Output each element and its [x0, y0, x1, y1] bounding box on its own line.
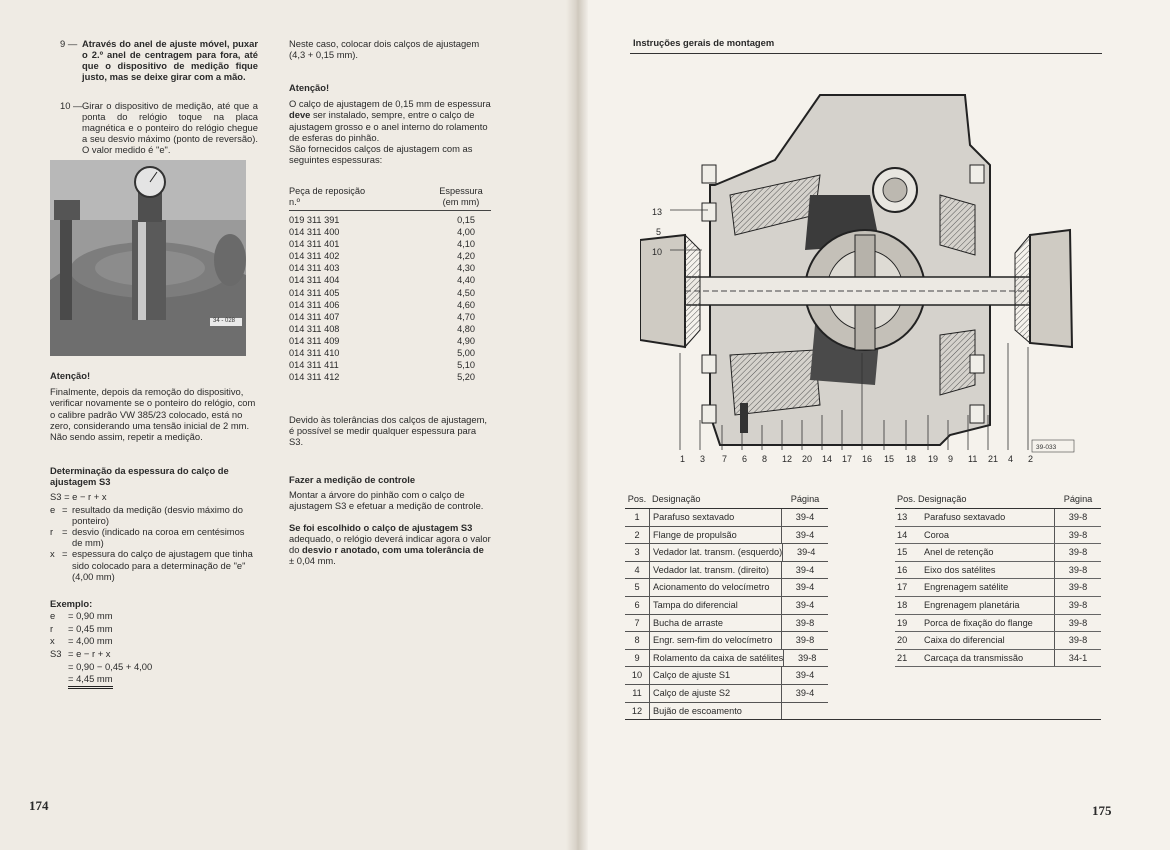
equals-sign: = [62, 526, 68, 538]
legend-designacao: Porca de fixação do flange [924, 617, 1033, 628]
definition-value: resultado da medição (desvio máximo do ponteiro) [72, 503, 243, 526]
legend-pos: 18 [897, 599, 908, 610]
controle-text: Montar a árvore do pinhão com o calço de ajustagem S3 e efetuar a medição de controle. [289, 489, 484, 512]
legend-pagina: 39-4 [781, 509, 828, 526]
part-number: 014 311 407 [289, 311, 340, 322]
part-number: 014 311 401 [289, 239, 340, 250]
definition-value: espessura do calço de ajustagem que tinha sido colocado para a determinação de "e" (4,00 mm) [72, 548, 253, 582]
legend-pos: 8 [625, 632, 650, 649]
parts-table-body [289, 214, 491, 383]
atencao-1-text: Finalmente, depois da remoção do dispositivo, verificar novamente se o ponteiro do relógio, com o calibre padrão VW 385/23 colocado, está no zero, considerando uma tensão inicial de 2 mm. Não sendo assim, repetir a medição. [50, 386, 256, 443]
part-thickness: 4,50 [457, 287, 475, 298]
exemplo-line [50, 661, 256, 674]
exemplo-key: e [50, 610, 56, 622]
equals-sign: = [62, 548, 68, 560]
legend-designacao: Bujão de escoamento [653, 705, 742, 716]
legend-pos: 5 [625, 579, 650, 596]
controle-final-bold: desvio r anotado, com uma tolerância de [302, 544, 484, 556]
controle-final-part: ± 0,04 mm. [289, 555, 336, 567]
legend-designacao: Tampa do diferencial [653, 599, 738, 610]
diagram-position-label: 11 [968, 454, 978, 464]
exemplo-line [50, 623, 256, 636]
step-10-text: Girar o dispositivo de medição, até que a ponta do relógio toque na placa magnética e o ponteiro do relógio chegue a seu desvio máximo (ponto de reversão). O valor medido é "e". [82, 100, 258, 155]
part-thickness: 4,70 [457, 311, 475, 322]
part-number: 014 311 410 [289, 348, 340, 359]
legend-pagina: 39-8 [1054, 562, 1101, 579]
legend-pos: 20 [897, 635, 908, 646]
diagram-reference: 39-033 [1036, 444, 1057, 451]
legend-pos: 14 [897, 529, 908, 540]
diagram-position-label: 4 [1008, 454, 1014, 464]
exemplo-value: = 0,45 mm [68, 622, 113, 634]
legend-row [895, 597, 1101, 615]
part-number: 014 311 400 [289, 227, 340, 238]
part-thickness: 5,00 [457, 348, 475, 359]
header-pos: Pos. [627, 494, 647, 504]
part-number: 014 311 406 [289, 299, 340, 310]
controle-final-part: adequado, o relógio deverá indicar agora o valor do [289, 532, 491, 556]
legend-pagina [781, 703, 828, 720]
determinacao-title: Determinação da espessura do calço de ajustagem S3 [50, 465, 229, 488]
diagram-label-10: 10 [652, 247, 663, 257]
part-thickness: 5,10 [457, 360, 475, 371]
legend-designacao: Carcaça da transmissão [924, 652, 1024, 663]
parts-table-row [289, 371, 491, 383]
part-number: 014 311 411 [289, 360, 339, 371]
exemplo-line [50, 610, 256, 623]
legend-designacao: Anel de retenção [924, 547, 994, 558]
exemplo-value: = 0,90 − 0,45 + 4,00 [68, 660, 153, 672]
legend-pagina: 39-8 [1054, 509, 1101, 526]
legend-row [895, 615, 1101, 633]
parts-table-row [289, 214, 491, 226]
header-rule [630, 53, 1102, 54]
legend-designacao: Eixo dos satélites [924, 564, 996, 575]
part-number: 014 311 402 [289, 251, 340, 262]
legend-pagina: 39-4 [781, 685, 828, 702]
legend-row [625, 667, 828, 685]
step-9 [60, 38, 258, 82]
header-pagina: Página [790, 494, 820, 504]
parts-table-row [289, 238, 491, 250]
controle-final-text [289, 522, 491, 567]
legend-row [625, 597, 828, 615]
atencao-2-text-part: O calço de ajustagem de 0,15 mm de espessura [289, 98, 491, 110]
exemplo-key [50, 661, 68, 674]
legend-designacao: Engrenagem planetária [924, 599, 1020, 610]
legend-pos: 21 [897, 652, 908, 663]
part-number: 014 311 404 [289, 275, 340, 286]
legend-row [625, 615, 828, 633]
header-pos: Pos. [897, 494, 916, 504]
part-number: 014 311 405 [289, 287, 340, 298]
legend-row [625, 544, 828, 562]
parts-table-row [289, 323, 491, 335]
part-thickness: 5,20 [457, 372, 475, 383]
parts-col-header-number: Peça de reposição n.º [289, 186, 366, 207]
exemplo-key: x [50, 635, 55, 647]
diagram-position-label: 9 [948, 454, 954, 464]
legend-pos: 15 [897, 547, 908, 558]
legend-pos: 2 [625, 527, 650, 544]
definition-value: desvio (indicado na coroa em centésimos de mm) [72, 526, 245, 549]
diagram-label-5: 5 [656, 227, 662, 237]
diagram-position-label: 8 [762, 454, 768, 464]
definition-row [50, 548, 256, 582]
header-designacao: Designação [652, 494, 701, 504]
controle-title: Fazer a medição de controle [289, 474, 416, 485]
part-number: 014 311 412 [289, 372, 340, 383]
part-thickness: 4,20 [457, 251, 475, 262]
legend-designacao: Vedador lat. transm. (direito) [653, 564, 769, 575]
exemplo-value: = 0,90 mm [68, 610, 113, 622]
exemplo-title: Exemplo: [50, 598, 93, 609]
diagram-position-labels [660, 454, 1060, 468]
legend-pagina: 39-4 [781, 527, 828, 544]
diagram-position-label: 21 [988, 454, 999, 464]
atencao-2-text [289, 98, 491, 143]
legend-row [895, 650, 1101, 668]
legend-pos: 13 [897, 512, 908, 522]
header-designacao: Designação [917, 494, 967, 504]
part-number: 014 311 403 [289, 263, 340, 274]
legend-pos: 10 [625, 667, 650, 684]
legend-row [625, 632, 828, 650]
definition-row [50, 504, 256, 526]
variable-definitions [50, 504, 256, 582]
atencao-1-title: Atenção! [50, 370, 91, 381]
legend-pagina: 34-1 [1054, 650, 1101, 667]
differential-cross-section-diagram [640, 85, 1080, 470]
part-thickness: 4,10 [457, 239, 475, 250]
page-number-right: 175 [1092, 803, 1112, 818]
diagram-label-13: 13 [652, 207, 663, 217]
legend-designacao: Calço de ajuste S1 [653, 670, 731, 681]
part-thickness: 4,80 [457, 323, 475, 334]
legend-row [895, 579, 1101, 597]
legend-pagina: 39-4 [782, 544, 829, 561]
legend-right-header [895, 490, 1101, 509]
shim-parts-table [289, 186, 491, 383]
parts-table-row [289, 311, 491, 323]
part-thickness: 0,15 [457, 215, 475, 225]
header-pagina: Página [1063, 494, 1093, 504]
legend-pos: 3 [625, 544, 650, 561]
legend-pos: 6 [625, 597, 650, 614]
definition-key: r [50, 526, 54, 538]
legend-pagina: 39-4 [781, 579, 828, 596]
diagram-position-label: 14 [822, 454, 833, 464]
legend-designacao: Engr. sem-fim do velocímetro [653, 635, 773, 646]
legend-pagina: 39-8 [783, 650, 830, 667]
determinacao-section [50, 465, 256, 582]
part-thickness: 4,90 [457, 335, 475, 346]
exemplo-result: = 4,45 mm [68, 673, 113, 689]
legend-designacao: Bucha de arraste [653, 617, 723, 628]
diagram-position-label: 19 [928, 454, 939, 464]
step-10 [60, 100, 258, 155]
atencao-note-1 [50, 370, 256, 442]
legend-designacao: Flange de propulsão [653, 529, 737, 540]
tolerancias-text: Devido às tolerâncias dos calços de ajustagem, é possível se medir qualquer espessura para S3. [289, 414, 488, 448]
legend-pos: 9 [625, 650, 650, 667]
legend-row [625, 509, 828, 527]
parts-table-row [289, 347, 491, 359]
diagram-position-label: 18 [906, 454, 917, 464]
parts-col-header-thickness: Espessura (em mm) [439, 186, 483, 207]
parts-table-row [289, 250, 491, 262]
legend-row [895, 509, 1101, 527]
diagram-position-label: 15 [884, 454, 895, 464]
parts-table-row [289, 299, 491, 311]
exemplo-line [50, 648, 256, 661]
photo-reference-label: 34 - 028 [213, 318, 236, 324]
diagram-position-label: 7 [722, 454, 728, 464]
diagram-position-label: 20 [802, 454, 813, 464]
legend-designacao: Engrenagem satélite [924, 582, 1009, 593]
parts-table-row [289, 226, 491, 238]
legend-left-body [625, 509, 828, 720]
legend-designacao: Acionamento do velocímetro [653, 582, 770, 593]
legend-row [895, 632, 1101, 650]
parts-table-row [289, 335, 491, 347]
legend-designacao: Vedador lat. transm. (esquerdo) [653, 547, 783, 558]
dial-gauge-photo-illustration [50, 160, 246, 356]
legend-row [625, 703, 828, 721]
definition-row [50, 526, 256, 548]
right-page-header: Instruções gerais de montagem [633, 37, 775, 48]
step-9-text: Através do anel de ajuste móvel, puxar o 2.º anel de centragem para fora, até que o dispositivo de medição fique justo, mas se deixe girar com a mão. [82, 38, 258, 82]
exemplo-value: = e − r + x [68, 647, 111, 659]
atencao-2-title: Atenção! [289, 82, 330, 93]
legend-row [625, 650, 828, 668]
legend-row [895, 544, 1101, 562]
legend-row [895, 562, 1101, 580]
legend-row [625, 527, 828, 545]
exemplo-key: r [50, 622, 54, 634]
page-gutter [566, 0, 588, 850]
part-thickness: 4,30 [457, 263, 475, 274]
step-9-number: 9 — [60, 38, 78, 49]
atencao-2-supply-text: São fornecidos calços de ajustagem com as seguintes espessuras: [289, 143, 473, 166]
legend-pagina: 39-8 [781, 632, 828, 649]
exemplo-line [50, 673, 256, 689]
parts-table-row [289, 262, 491, 274]
exemplo-section [50, 598, 256, 689]
legend-pagina: 39-4 [781, 597, 828, 614]
legend-designacao: Rolamento da caixa de satélites [653, 652, 784, 663]
diagram-position-label: 12 [782, 454, 793, 464]
parts-table-row [289, 359, 491, 371]
exemplo-lines [50, 610, 256, 689]
legend-pos: 7 [625, 615, 650, 632]
controle-section [289, 474, 491, 566]
legend-pos: 19 [897, 617, 908, 628]
legend-pagina: 39-8 [1054, 615, 1101, 632]
legend-left-header [625, 490, 828, 509]
legend-pos: 11 [625, 685, 650, 702]
part-thickness: 4,00 [457, 227, 475, 238]
definition-key: e [50, 503, 56, 515]
legend-pagina: 39-8 [1054, 579, 1101, 596]
formula: S3 = e − r + x [50, 491, 107, 503]
legend-designacao: Parafuso sextavado [653, 512, 735, 522]
legend-designacao: Calço de ajuste S2 [653, 687, 731, 698]
legend-pos: 1 [625, 509, 650, 526]
transmission-drawing [640, 85, 1080, 470]
col2-intro: Neste caso, colocar dois calços de ajustagem (4,3 + 0,15 mm). [289, 38, 480, 61]
exemplo-value: = 4,00 mm [68, 635, 113, 647]
legend-pos: 12 [625, 703, 650, 720]
parts-table-header [289, 186, 491, 211]
legend-designacao: Parafuso sextavado [924, 512, 1006, 522]
part-number: 019 311 391 [289, 215, 340, 225]
legend-row [625, 685, 828, 703]
legend-row [625, 579, 828, 597]
diagram-position-label: 1 [680, 454, 686, 464]
part-number: 014 311 408 [289, 323, 340, 334]
header-pos-designacao [895, 490, 1055, 508]
legend-pagina: 39-8 [1054, 632, 1101, 649]
definition-key: x [50, 548, 55, 560]
legend-pagina: 39-4 [781, 667, 828, 684]
legend-pos: 4 [625, 562, 650, 579]
exemplo-key: S3 [50, 647, 62, 659]
legend-pos: 17 [897, 582, 908, 593]
part-thickness: 4,60 [457, 299, 475, 310]
legend-pagina: 39-8 [1054, 527, 1101, 544]
legend-pagina: 39-8 [1054, 597, 1101, 614]
exemplo-key [50, 673, 68, 689]
diagram-position-label: 6 [742, 454, 748, 464]
legend-pagina: 39-4 [781, 562, 828, 579]
diagram-position-label: 16 [862, 454, 873, 464]
legend-table-right [895, 490, 1101, 667]
legend-pagina: 39-8 [781, 615, 828, 632]
legend-row [895, 527, 1101, 545]
atencao-2-text-part: ser instalado, sempre, entre o calço de ajustagem grosso e o anel interno do rolamento de esferas do pinhão. [289, 109, 488, 143]
atencao-note-2 [289, 82, 491, 165]
legend-right-body [895, 509, 1101, 667]
legend-pagina: 39-8 [1054, 544, 1101, 561]
controle-final-bold: Se foi escolhido o calço de ajustagem S3 [289, 521, 473, 533]
atencao-2-emphasis: deve [289, 109, 311, 121]
page-number-left: 174 [29, 798, 49, 813]
parts-table-row [289, 287, 491, 299]
legend-table-bottom-rule [625, 719, 1101, 720]
measurement-photo [50, 160, 246, 356]
diagram-position-label: 3 [700, 454, 706, 464]
legend-row [625, 562, 828, 580]
step-10-number: 10 — [60, 100, 83, 111]
part-number: 014 311 409 [289, 335, 340, 346]
part-thickness: 4,40 [457, 275, 475, 286]
exemplo-line [50, 635, 256, 648]
equals-sign: = [62, 503, 68, 515]
legend-table-left [625, 490, 828, 720]
legend-designacao: Coroa [924, 529, 950, 540]
diagram-position-label: 2 [1028, 454, 1034, 464]
legend-pos: 16 [897, 564, 908, 575]
legend-designacao: Caixa do diferencial [924, 635, 1005, 646]
diagram-position-label: 17 [842, 454, 853, 464]
parts-table-row [289, 274, 491, 286]
